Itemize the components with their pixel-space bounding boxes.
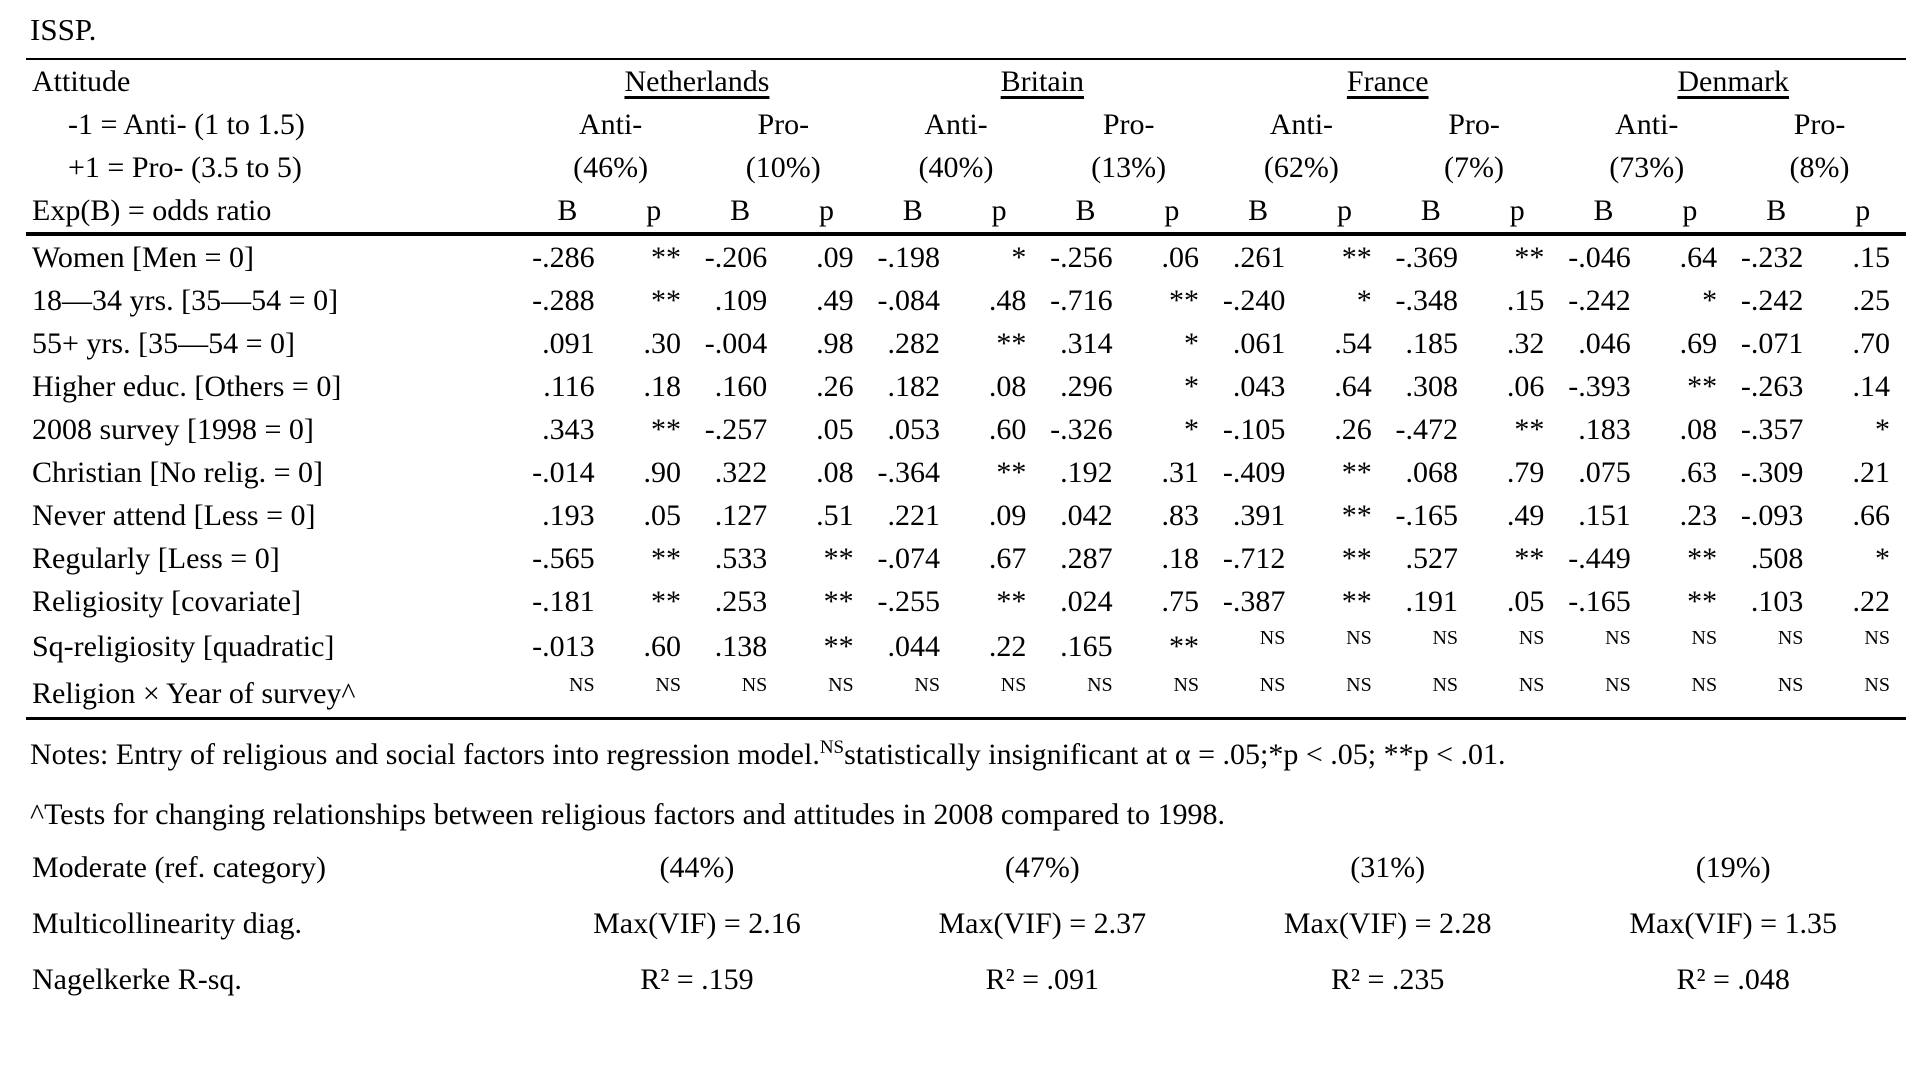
b-value: .261	[1232, 240, 1286, 274]
row-label: Never attend [Less = 0]	[32, 498, 316, 532]
b-value: -.242	[1740, 283, 1804, 317]
p-value: .83	[1161, 498, 1200, 532]
b-value: -.357	[1740, 412, 1804, 446]
table-row	[26, 322, 1906, 365]
summary-label: Nagelkerke R-sq.	[32, 963, 242, 996]
anti-label: Anti-	[924, 107, 988, 141]
anti-percentage: (46%)	[573, 150, 649, 184]
b-value: .046	[1578, 326, 1631, 360]
anti-label: Anti-	[1269, 107, 1334, 141]
b-value: .343	[542, 412, 595, 446]
p-value: *	[1184, 369, 1200, 403]
p-value: *	[1702, 283, 1718, 317]
country-name: Britain	[1000, 64, 1084, 98]
anti-scale-definition: -1 = Anti- (1 to 1.5)	[68, 107, 305, 141]
p-value: **	[1169, 283, 1200, 317]
p-value: .60	[643, 629, 681, 663]
p-value: NS	[611, 670, 697, 719]
country-header-row	[26, 59, 1906, 103]
b-value: -.084	[877, 283, 940, 317]
percentage-header-row	[26, 146, 1906, 189]
b-value: -.256	[1050, 240, 1113, 274]
p-value: *	[1356, 283, 1372, 317]
b-value: -.309	[1740, 455, 1804, 489]
p-value: **	[1687, 584, 1718, 618]
summary-value: (31%)	[1350, 851, 1426, 884]
p-value: **	[1341, 541, 1372, 575]
col-header-p: p	[1647, 189, 1733, 234]
p-value: .49	[816, 283, 854, 317]
col-header-b: B	[697, 189, 783, 234]
p-value: .66	[1852, 498, 1890, 532]
b-value: .322	[714, 455, 768, 489]
p-value: .49	[1506, 498, 1545, 532]
p-value: .05	[1506, 584, 1545, 618]
col-header-p: p	[1819, 189, 1906, 234]
summary-value: Max(VIF) = 1.35	[1629, 907, 1838, 940]
p-value: .15	[1852, 240, 1890, 274]
pro-scale-definition: +1 = Pro- (3.5 to 5)	[68, 150, 302, 184]
p-value: .30	[643, 326, 681, 360]
p-value: .67	[988, 541, 1027, 575]
p-value: **	[1169, 629, 1200, 663]
p-value: .98	[816, 326, 854, 360]
ns-superscript: NS	[819, 737, 845, 758]
p-value: .14	[1852, 369, 1890, 403]
b-value: .183	[1578, 412, 1631, 446]
p-value: .60	[988, 412, 1027, 446]
pro-label: Pro-	[1793, 107, 1846, 141]
p-value: **	[1514, 412, 1545, 446]
b-value: NS	[1042, 670, 1128, 719]
country-name: Denmark	[1677, 64, 1789, 98]
p-value: NS	[783, 670, 869, 719]
pro-label: Pro-	[1102, 107, 1155, 141]
p-value: NS	[1864, 627, 1890, 649]
p-value: **	[1341, 455, 1372, 489]
p-value: .22	[1852, 584, 1890, 618]
b-value: -.286	[532, 240, 595, 274]
b-value: .075	[1578, 455, 1631, 489]
summary-value: (19%)	[1695, 851, 1771, 884]
b-value: -.181	[532, 584, 595, 618]
b-value: NS	[1259, 627, 1286, 649]
p-value: **	[996, 584, 1027, 618]
b-value: .193	[542, 498, 595, 532]
row-label: Sq-religiosity [quadratic]	[32, 629, 335, 663]
b-value: -.165	[1568, 584, 1631, 618]
notes-row-1	[26, 719, 1906, 781]
p-value: .05	[643, 498, 681, 532]
p-value: *	[1184, 412, 1200, 446]
b-value: -.105	[1222, 412, 1286, 446]
notes-line-1	[26, 719, 1906, 781]
p-value: .63	[1679, 455, 1718, 489]
pro-percentage: (8%)	[1789, 150, 1850, 184]
b-value: .533	[714, 541, 768, 575]
p-value: *	[1011, 240, 1027, 274]
p-value: **	[650, 412, 681, 446]
table-row	[26, 279, 1906, 322]
table-row	[26, 451, 1906, 494]
b-value: NS	[1388, 670, 1474, 719]
p-value: .22	[988, 629, 1027, 663]
b-value: -.240	[1222, 283, 1286, 317]
summary-value: R² = .048	[1676, 963, 1790, 996]
col-header-b: B	[1560, 189, 1646, 234]
col-header-b: B	[870, 189, 956, 234]
p-value: **	[823, 541, 854, 575]
b-value: -.288	[532, 283, 595, 317]
p-value: .05	[816, 412, 854, 446]
p-value: .64	[1334, 369, 1372, 403]
summary-row-multicollinearity	[26, 896, 1906, 952]
anti-percentage: (62%)	[1263, 150, 1339, 184]
col-header-b: B	[524, 189, 610, 234]
p-value: **	[1687, 541, 1718, 575]
p-value: .48	[988, 283, 1027, 317]
b-value: NS	[1432, 627, 1459, 649]
summary-label: Moderate (ref. category)	[32, 851, 326, 884]
b-value: .253	[714, 584, 768, 618]
table-row	[26, 234, 1906, 279]
b-value: .151	[1578, 498, 1631, 532]
col-header-p: p	[956, 189, 1042, 234]
b-value: NS	[1733, 670, 1819, 719]
table-row	[26, 408, 1906, 451]
summary-value: R² = .159	[640, 963, 754, 996]
b-value: -.071	[1740, 326, 1804, 360]
b-value: -.255	[877, 584, 940, 618]
row-label: Regularly [Less = 0]	[32, 541, 280, 575]
p-value: **	[1514, 541, 1545, 575]
b-value: .287	[1060, 541, 1113, 575]
col-header-b: B	[1733, 189, 1819, 234]
summary-value: R² = .091	[985, 963, 1100, 996]
p-value: .25	[1852, 283, 1890, 317]
p-value: .54	[1334, 326, 1372, 360]
notes-row-2	[26, 780, 1906, 840]
p-value: .18	[643, 369, 681, 403]
b-value: .308	[1405, 369, 1459, 403]
p-value: .23	[1679, 498, 1718, 532]
b-value: -.348	[1395, 283, 1459, 317]
p-value: .90	[643, 455, 681, 489]
p-value: .18	[1161, 541, 1200, 575]
b-value: -.198	[877, 240, 940, 274]
pro-percentage: (13%)	[1091, 150, 1167, 184]
b-value: -.369	[1395, 240, 1459, 274]
b-value: .138	[714, 629, 768, 663]
p-value: NS	[1129, 670, 1215, 719]
b-value: -.257	[704, 412, 768, 446]
b-value: .391	[1232, 498, 1286, 532]
b-value: .508	[1750, 541, 1804, 575]
notes-text: statistically insignificant at α = .05;*p < .05; **p < .01.	[844, 738, 1506, 771]
bp-header-row	[26, 189, 1906, 234]
b-value: .053	[887, 412, 940, 446]
b-value: -.093	[1740, 498, 1804, 532]
p-value: .06	[1506, 369, 1545, 403]
p-value: .79	[1506, 455, 1545, 489]
p-value: **	[650, 240, 681, 274]
col-header-b: B	[1042, 189, 1128, 234]
b-value: -.393	[1568, 369, 1631, 403]
p-value: **	[1341, 498, 1372, 532]
summary-row-nagelkerke	[26, 952, 1906, 1008]
b-value: .191	[1405, 584, 1459, 618]
p-value: **	[823, 629, 854, 663]
col-header-p: p	[1301, 189, 1387, 234]
p-value: **	[1341, 584, 1372, 618]
b-value: .044	[887, 629, 940, 663]
p-value: **	[1514, 240, 1545, 274]
b-value: NS	[1215, 670, 1301, 719]
anti-percentage: (73%)	[1609, 150, 1685, 184]
b-value: -.712	[1222, 541, 1286, 575]
b-value: -.013	[532, 629, 595, 663]
p-value: *	[1875, 541, 1890, 575]
p-value: .75	[1161, 584, 1200, 618]
b-value: NS	[1560, 670, 1646, 719]
b-value: -.242	[1568, 283, 1631, 317]
p-value: .08	[1679, 412, 1718, 446]
pro-percentage: (10%)	[745, 150, 821, 184]
b-value: NS	[1605, 627, 1631, 649]
b-value: .103	[1750, 584, 1804, 618]
row-label: Religiosity [covariate]	[32, 584, 302, 618]
p-value: .32	[1506, 326, 1545, 360]
summary-value: Max(VIF) = 2.16	[593, 907, 801, 940]
anti-percentage: (40%)	[918, 150, 994, 184]
b-value: NS	[524, 670, 610, 719]
b-value: .165	[1060, 629, 1113, 663]
col-header-p: p	[783, 189, 869, 234]
b-value: .116	[543, 369, 595, 403]
p-value: NS	[1301, 670, 1387, 719]
b-value: -.046	[1568, 240, 1631, 274]
b-value: -.004	[704, 326, 768, 360]
row-label: Christian [No relig. = 0]	[32, 455, 324, 489]
country-header-netherlands	[524, 59, 869, 103]
b-value: .182	[887, 369, 940, 403]
b-value: -.326	[1050, 412, 1113, 446]
b-value: .282	[887, 326, 940, 360]
b-value: .296	[1060, 369, 1113, 403]
p-value: .51	[816, 498, 854, 532]
b-value: .024	[1060, 584, 1113, 618]
b-value: .043	[1232, 369, 1286, 403]
country-header-france	[1215, 59, 1560, 103]
country-name: Netherlands	[624, 64, 770, 98]
table-row	[26, 580, 1906, 623]
regression-table	[26, 58, 1906, 1008]
b-value: -.014	[532, 455, 595, 489]
page-title: ISSP.	[30, 12, 97, 47]
summary-value: (44%)	[659, 851, 735, 884]
b-value: .221	[887, 498, 940, 532]
country-name: France	[1346, 64, 1429, 98]
odds-ratio-definition: Exp(B) = odds ratio	[26, 189, 524, 234]
b-value: .109	[714, 283, 768, 317]
p-value: NS	[956, 670, 1042, 719]
b-value: -.074	[877, 541, 940, 575]
p-value: .26	[816, 369, 854, 403]
row-label: 2008 survey [1998 = 0]	[32, 412, 314, 446]
b-value: -.565	[532, 541, 595, 575]
b-value: NS	[870, 670, 956, 719]
col-header-b: B	[1388, 189, 1474, 234]
summary-value: R² = .235	[1330, 963, 1445, 996]
p-value: NS	[1647, 670, 1733, 719]
p-value: **	[650, 584, 681, 618]
b-value: .061	[1232, 326, 1286, 360]
col-header-b: B	[1215, 189, 1301, 234]
p-value: NS	[1691, 627, 1718, 649]
p-value: .09	[988, 498, 1027, 532]
anti-label: Anti-	[578, 107, 643, 141]
b-value: .160	[714, 369, 768, 403]
b-value: .314	[1060, 326, 1113, 360]
row-label: Higher educ. [Others = 0]	[32, 369, 342, 403]
b-value: -.364	[877, 455, 940, 489]
b-value: -.165	[1395, 498, 1459, 532]
b-value: NS	[1777, 627, 1804, 649]
summary-value: Max(VIF) = 2.28	[1283, 907, 1492, 940]
p-value: NS	[1518, 627, 1545, 649]
p-value: .64	[1679, 240, 1718, 274]
p-value: .31	[1161, 455, 1200, 489]
p-value: NS	[1346, 627, 1372, 649]
table-row	[26, 537, 1906, 580]
p-value: .15	[1506, 283, 1545, 317]
b-value: .527	[1405, 541, 1459, 575]
pro-label: Pro-	[757, 107, 810, 141]
p-value: NS	[1474, 670, 1560, 719]
p-value: NS	[1819, 670, 1906, 719]
col-header-p: p	[611, 189, 697, 234]
p-value: .21	[1852, 455, 1890, 489]
anti-pro-header-row	[26, 103, 1906, 146]
p-value: *	[1875, 412, 1890, 446]
b-value: -.409	[1222, 455, 1286, 489]
anti-label: Anti-	[1615, 107, 1679, 141]
b-value: .068	[1405, 455, 1459, 489]
country-header-britain	[870, 59, 1215, 103]
b-value: .185	[1405, 326, 1459, 360]
notes-line-2: ^Tests for changing relationships between religious factors and attitudes in 2008 compared to 1998.	[30, 798, 1226, 831]
b-value: -.716	[1050, 283, 1113, 317]
p-value: .08	[988, 369, 1027, 403]
pro-percentage: (7%)	[1444, 150, 1505, 184]
table-row	[26, 623, 1906, 670]
p-value: **	[996, 326, 1027, 360]
b-value: -.263	[1740, 369, 1804, 403]
p-value: .26	[1334, 412, 1372, 446]
summary-label: Multicollinearity diag.	[32, 907, 302, 940]
col-header-p: p	[1129, 189, 1215, 234]
row-label: Women [Men = 0]	[32, 240, 254, 274]
p-value: **	[996, 455, 1027, 489]
p-value: **	[1341, 240, 1372, 274]
b-value: -.232	[1740, 240, 1804, 274]
row-label: Religion × Year of survey^	[26, 670, 524, 719]
table-row	[26, 494, 1906, 537]
b-value: -.206	[704, 240, 768, 274]
b-value: .192	[1060, 455, 1113, 489]
p-value: .06	[1161, 240, 1200, 274]
table-row	[26, 670, 1906, 719]
b-value: NS	[697, 670, 783, 719]
notes-text: Notes: Entry of religious and social factors into regression model.	[30, 738, 820, 771]
summary-value: (47%)	[1004, 851, 1080, 884]
attitude-header: Attitude	[32, 64, 131, 98]
col-header-p: p	[1474, 189, 1560, 234]
table-row	[26, 365, 1906, 408]
p-value: .70	[1852, 326, 1890, 360]
summary-value: Max(VIF) = 2.37	[938, 907, 1147, 940]
p-value: .69	[1679, 326, 1718, 360]
p-value: **	[823, 584, 854, 618]
b-value: -.387	[1222, 584, 1286, 618]
p-value: .09	[816, 240, 854, 274]
summary-row-moderate	[26, 840, 1906, 896]
b-value: -.449	[1568, 541, 1631, 575]
p-value: **	[650, 283, 681, 317]
b-value: .127	[714, 498, 768, 532]
pro-label: Pro-	[1448, 107, 1500, 141]
p-value: .08	[816, 455, 854, 489]
p-value: **	[1687, 369, 1718, 403]
row-label: 55+ yrs. [35—54 = 0]	[32, 326, 295, 360]
country-header-denmark	[1560, 59, 1906, 103]
p-value: **	[650, 541, 681, 575]
p-value: *	[1184, 326, 1200, 360]
b-value: -.472	[1395, 412, 1459, 446]
b-value: .042	[1060, 498, 1113, 532]
row-label: 18—34 yrs. [35—54 = 0]	[32, 283, 339, 317]
b-value: .091	[542, 326, 595, 360]
